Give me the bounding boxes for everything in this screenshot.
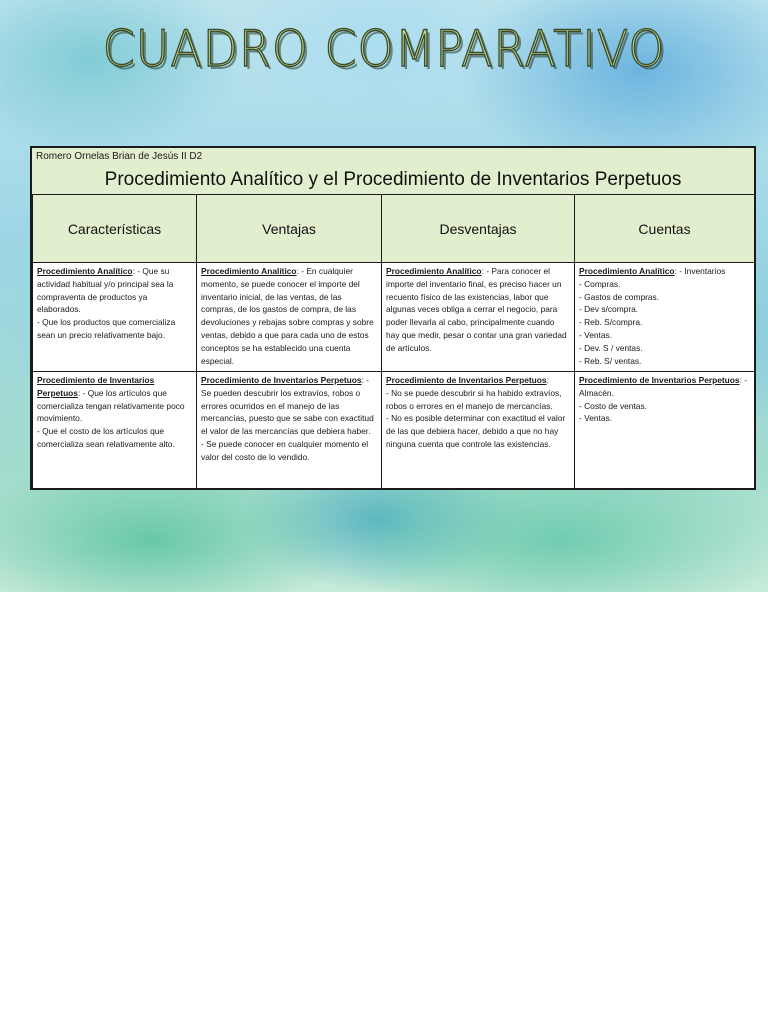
comparison-table — [32, 194, 755, 489]
cell-label: Procedimiento de Inventarios Perpetuos — [386, 375, 547, 385]
cell-label: Procedimiento de Inventarios Perpetuos — [37, 375, 155, 398]
cell-label: Procedimiento de Inventarios Perpetuos — [579, 375, 740, 385]
cuenta-item: - Gastos de compras. — [579, 291, 660, 302]
cell-caracteristicas-perpetuos — [33, 372, 197, 489]
cell-caracteristicas-analitico — [33, 263, 197, 372]
header-ventajas: Ventajas — [197, 195, 382, 263]
cell-label: Procedimiento Analítico — [201, 266, 297, 276]
cell-cuentas-analitico — [575, 263, 755, 372]
cell-desventajas-analitico — [382, 263, 575, 372]
cell-text: : - Para conocer el importe del inventario final, es preciso hacer un recuento físico de las existencias, labor que algunas veces obliga a cerrar el negocio, para poder llevarla al cabo, principalmente cuando hay que medir, pesar o contar una gran variedad de artículos. — [386, 266, 567, 353]
cell-label: Procedimiento de Inventarios Perpetuos — [201, 375, 362, 385]
cuenta-item: - Ventas. — [579, 413, 613, 424]
table-title: Procedimiento Analítico y el Procedimiento de Inventarios Perpetuos — [104, 169, 682, 190]
cuenta-item: - Reb. S/compra. — [579, 317, 643, 328]
main-title: CUADRO COMPARATIVO — [102, 20, 666, 78]
cell-extra: - Que el costo de los artículos que comercializa sean relativamente alto. — [37, 426, 175, 449]
cell-extra: - No se puede descubrir si ha habido extravíos, robos o errores en el manejo de mercancías. — [386, 387, 562, 411]
header-cuentas: Cuentas — [575, 195, 755, 263]
cell-ventajas-perpetuos — [197, 372, 382, 489]
cell-extra: - Que los productos que comercializa sean un precio relativamente bajo. — [37, 317, 176, 340]
cell-text: : - En cualquier momento, se puede conocer el importe del inventario inicial, de las ventas, de las compras, de los gastos de compra, de las devoluciones y rebajas sobre compras y sobre ventas, debido a que para cada uno de estos conceptos se ha establecido una cuenta especial. — [201, 266, 374, 366]
table-row — [33, 263, 755, 372]
cell-text: : - Se pueden descubrir los extravíos, robos o errores ocurridos en el manejo de las mercancías, puesto que se sabe con exactitud el valor de las mercancías que debiera haber. — [201, 375, 374, 437]
cuenta-item: - Compras. — [579, 278, 621, 289]
cell-cuentas-perpetuos — [575, 372, 755, 489]
header-row — [33, 195, 755, 263]
cuenta-item: - Costo de ventas. — [579, 400, 647, 411]
cell-extra: - No es posible determinar con exactitud el valor de las que debiera hacer, debido a que no hay ninguna cuenta que controle las existencias. — [386, 413, 566, 449]
header-caracteristicas: Características — [33, 195, 197, 263]
cell-text: : - Almacén. — [579, 375, 748, 398]
cuenta-item: - Ventas. — [579, 329, 613, 340]
cell-text: : - Inventarios — [674, 266, 726, 276]
table-row — [33, 372, 755, 489]
comparison-sheet — [30, 146, 756, 490]
cuenta-item: - Reb. S/ ventas. — [579, 355, 642, 366]
header-desventajas: Desventajas — [382, 195, 575, 263]
cell-label: Procedimiento Analítico — [386, 266, 482, 276]
cell-text: : — [546, 375, 549, 385]
cell-text: : - Que los artículos que comercializa tengan relativamente poco movimiento. — [37, 387, 185, 424]
cell-label: Procedimiento Analítico — [579, 266, 675, 276]
cell-ventajas-analitico — [197, 263, 382, 372]
cell-desventajas-perpetuos — [382, 372, 575, 489]
cuenta-item: - Dev s/compra. — [579, 304, 639, 315]
cell-extra: - Se puede conocer en cualquier momento el valor del costo de lo vendido. — [201, 438, 369, 462]
cell-label: Procedimiento Analítico — [37, 266, 133, 276]
cuenta-item: - Dev. S / ventas. — [579, 342, 643, 353]
cell-text: : - Que su actividad habitual y/o principal sea la compraventa de productos ya elaborados. — [37, 266, 174, 315]
author-line: Romero Ornelas Brian de Jesús II D2 — [36, 151, 203, 162]
